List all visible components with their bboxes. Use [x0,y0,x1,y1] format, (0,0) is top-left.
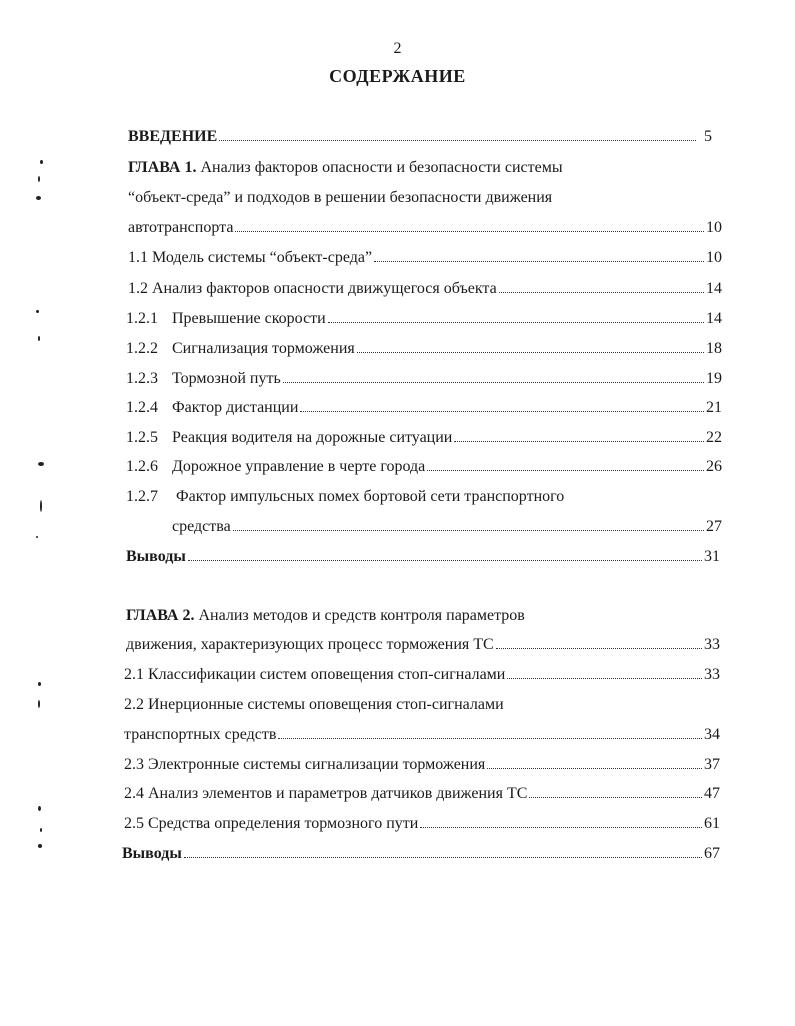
leader-dots [529,797,702,798]
toc-item-number: 1.2.7 [126,488,158,505]
leader-dots [374,261,704,262]
toc-item-text: Фактор дистанции [172,399,299,416]
toc-item-number: 1.2.2 [126,340,158,357]
toc-page-number: 14 [706,280,722,297]
scan-speck [38,176,40,182]
toc-page-number: 67 [704,845,720,862]
toc-conclusions [122,843,720,865]
toc-page-number: 5 [704,128,712,145]
toc-item-text: Сигнализация торможения [172,340,355,357]
leader-dots [233,530,704,531]
toc-item [126,456,722,478]
toc-item-number: 1.2.4 [126,399,158,416]
leader-dots [496,648,702,649]
toc-item [126,397,722,419]
leader-dots [188,560,702,561]
toc-page-number: 21 [706,399,722,416]
chapter1-heading [128,157,563,179]
leader-dots [487,768,702,769]
chapter2-title-line1: Анализ методов и средств контроля параметров [198,607,525,624]
toc-item-text2: транспортных средств [124,726,277,743]
toc-item-text: 1.2 Анализ факторов опасности движущегося объекта [128,280,497,297]
toc-item [126,427,722,449]
toc-item [124,813,720,835]
leader-dots [278,738,702,739]
leader-dots [420,827,702,828]
toc-item-number: 1.2.5 [126,429,158,446]
leader-dots [427,470,704,471]
toc-item-multiline [124,694,504,716]
chapter1-title-line3 [128,217,722,239]
chapter1-label: ГЛАВА 1. [128,159,197,176]
leader-dots [219,140,696,141]
leader-dots [300,411,704,412]
toc-item-text: 2.3 Электронные системы сигнализации торможения [124,756,486,773]
toc-page-number: 19 [706,370,722,387]
toc-item-number: 1.2.1 [126,310,158,327]
toc-item-text: 2.5 Средства определения тормозного пути [124,815,419,832]
toc-item-text: 2.1 Классификации систем оповещения стоп-сигналами [124,666,506,683]
leader-dots [184,857,702,858]
chapter2-label: ГЛАВА 2. [126,607,195,624]
toc-item-text: Дорожное управление в черте города [172,458,426,475]
leader-dots [235,231,704,232]
scan-speck [36,196,41,200]
scan-speck [40,160,43,164]
toc-item [128,278,722,300]
toc-item-text: 1.1 Модель системы “объект-среда” [128,249,373,266]
toc-item [124,754,720,776]
toc-conclusions [126,546,720,568]
chapter2-title-line2 [126,634,720,656]
scan-speck [36,536,38,538]
toc-page-number: 47 [704,785,720,802]
toc-item [126,308,722,330]
leader-dots [357,352,704,353]
toc-item [126,368,722,390]
toc-item-number: 1.2.6 [126,458,158,475]
toc-page-number: 31 [704,548,720,565]
toc-item [124,664,720,686]
chapter2-title-line2-text: движения, характеризующих процесс торможения ТС [126,636,494,653]
toc-page-number: 14 [706,310,722,327]
toc-item-number: 1.2.3 [126,370,158,387]
toc-item-text: 2.4 Анализ элементов и параметров датчиков движения ТС [124,785,528,802]
scan-speck [40,828,42,832]
leader-dots [328,322,704,323]
toc-item-continuation [124,724,720,746]
page-title: СОДЕРЖАНИЕ [329,66,466,86]
chapter1-title-line2: “объект-среда” и подходов в решении безопасности движения [128,189,553,206]
toc-item-text: Фактор импульсных помех бортовой сети транспортного [176,488,565,505]
leader-dots [283,382,704,383]
leader-dots [454,441,704,442]
toc-item [124,783,720,805]
toc-page-number: 33 [704,636,720,653]
scan-speck [38,806,41,811]
toc-item-text: Превышение скорости [172,310,326,327]
toc-item-multiline [126,486,564,508]
page-number: 2 [393,40,402,57]
scan-speck [38,682,41,686]
toc-page-number: 33 [704,666,720,683]
scan-speck [36,310,39,313]
toc-page-number: 34 [704,726,720,743]
scan-speck [38,336,40,341]
scan-speck [40,500,42,512]
toc-conclusions-label: Выводы [122,845,182,862]
toc-item-text2: средства [172,518,231,535]
toc-page-number: 18 [706,340,722,357]
toc-intro-label: ВВЕДЕНИЕ [128,128,218,145]
chapter1-title-line1: Анализ факторов опасности и безопасности системы [200,159,563,176]
toc-page-number: 27 [706,518,722,535]
toc-item-text: Реакция водителя на дорожные ситуации [172,429,453,446]
toc-item-continuation [172,516,722,538]
chapter1-title-line3-text: автотранспорта [128,219,234,236]
toc-page-number: 37 [704,756,720,773]
toc-intro [128,126,712,148]
toc-page-number: 10 [706,219,722,236]
scan-speck [38,700,40,708]
toc-item [128,247,722,269]
toc-item-text: Тормозной путь [172,370,281,387]
chapter2-heading [126,605,525,627]
toc-item [126,338,722,360]
toc-page-number: 10 [706,249,722,266]
leader-dots [499,292,704,293]
toc-page-number: 22 [706,429,722,446]
toc-page-number: 26 [706,458,722,475]
toc-conclusions-label: Выводы [126,548,186,565]
leader-dots [507,678,702,679]
toc-item-text: 2.2 Инерционные системы оповещения стоп-сигналами [124,696,504,713]
scan-speck [38,462,44,466]
scan-speck [38,844,42,848]
toc-page-number: 61 [704,815,720,832]
